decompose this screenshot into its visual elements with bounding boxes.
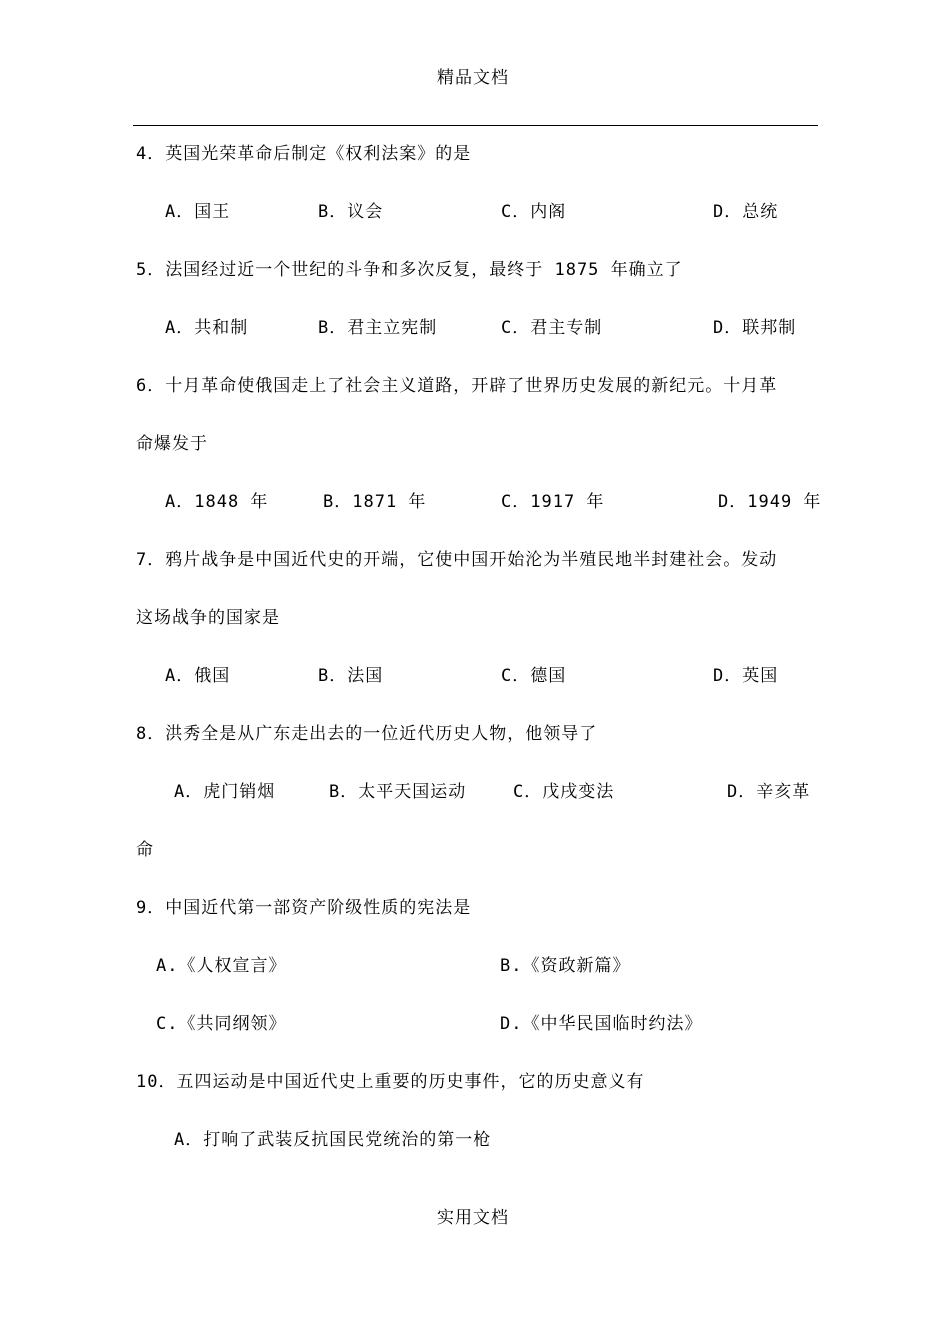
question-5-stem: 5．法国经过近一个世纪的斗争和多次反复，最终于 1875 年确立了 bbox=[136, 260, 683, 280]
question-9-option-b: B.《资政新篇》 bbox=[500, 956, 631, 976]
question-9-option-d: D.《中华民国临时约法》 bbox=[500, 1014, 703, 1034]
question-5-option-b: B．君主立宪制 bbox=[318, 318, 438, 338]
question-4-option-b: B．议会 bbox=[318, 202, 384, 222]
question-6-stem-line2: 命爆发于 bbox=[136, 434, 208, 454]
question-5-option-d: D．联邦制 bbox=[713, 318, 797, 338]
question-6-stem-line1: 6．十月革命使俄国走上了社会主义道路，开辟了世界历史发展的新纪元。十月革 bbox=[136, 376, 778, 396]
question-6-option-b: B．1871 年 bbox=[323, 492, 427, 512]
question-8-option-d: D．辛亥革 bbox=[727, 782, 811, 802]
question-9-option-c: C.《共同纲领》 bbox=[156, 1014, 287, 1034]
question-7-option-d: D．英国 bbox=[713, 666, 779, 686]
question-7-option-a: A．俄国 bbox=[165, 666, 231, 686]
question-7-option-c: C．德国 bbox=[501, 666, 567, 686]
question-8-option-c: C．戊戌变法 bbox=[513, 782, 615, 802]
question-8-option-a: A．虎门销烟 bbox=[174, 782, 276, 802]
question-5-option-c: C．君主专制 bbox=[501, 318, 603, 338]
header-rule bbox=[133, 125, 818, 126]
question-9-stem: 9．中国近代第一部资产阶级性质的宪法是 bbox=[136, 898, 472, 918]
question-7-stem-line1: 7．鸦片战争是中国近代史的开端，它使中国开始沦为半殖民地半封建社会。发动 bbox=[136, 550, 778, 570]
question-7-option-b: B．法国 bbox=[318, 666, 384, 686]
question-8-option-b: B．太平天国运动 bbox=[329, 782, 467, 802]
page-header: 精品文档 bbox=[437, 68, 509, 88]
page-footer: 实用文档 bbox=[437, 1208, 509, 1228]
question-8-stem: 8．洪秀全是从广东走出去的一位近代历史人物，他领导了 bbox=[136, 724, 598, 744]
question-10-option-a: A．打响了武装反抗国民党统治的第一枪 bbox=[174, 1130, 492, 1150]
question-6-option-d: D．1949 年 bbox=[718, 492, 822, 512]
question-7-stem-line2: 这场战争的国家是 bbox=[136, 608, 280, 628]
question-5-option-a: A．共和制 bbox=[165, 318, 249, 338]
question-8-option-wrap: 命 bbox=[136, 840, 154, 860]
question-4-option-d: D．总统 bbox=[713, 202, 779, 222]
question-4-option-a: A．国王 bbox=[165, 202, 231, 222]
question-6-option-c: C．1917 年 bbox=[501, 492, 605, 512]
question-4-stem: 4．英国光荣革命后制定《权利法案》的是 bbox=[136, 144, 472, 164]
question-4-option-c: C．内阁 bbox=[501, 202, 567, 222]
question-6-option-a: A．1848 年 bbox=[165, 492, 269, 512]
question-9-option-a: A.《人权宣言》 bbox=[156, 956, 287, 976]
question-10-stem: 10．五四运动是中国近代史上重要的历史事件，它的历史意义有 bbox=[136, 1072, 645, 1092]
